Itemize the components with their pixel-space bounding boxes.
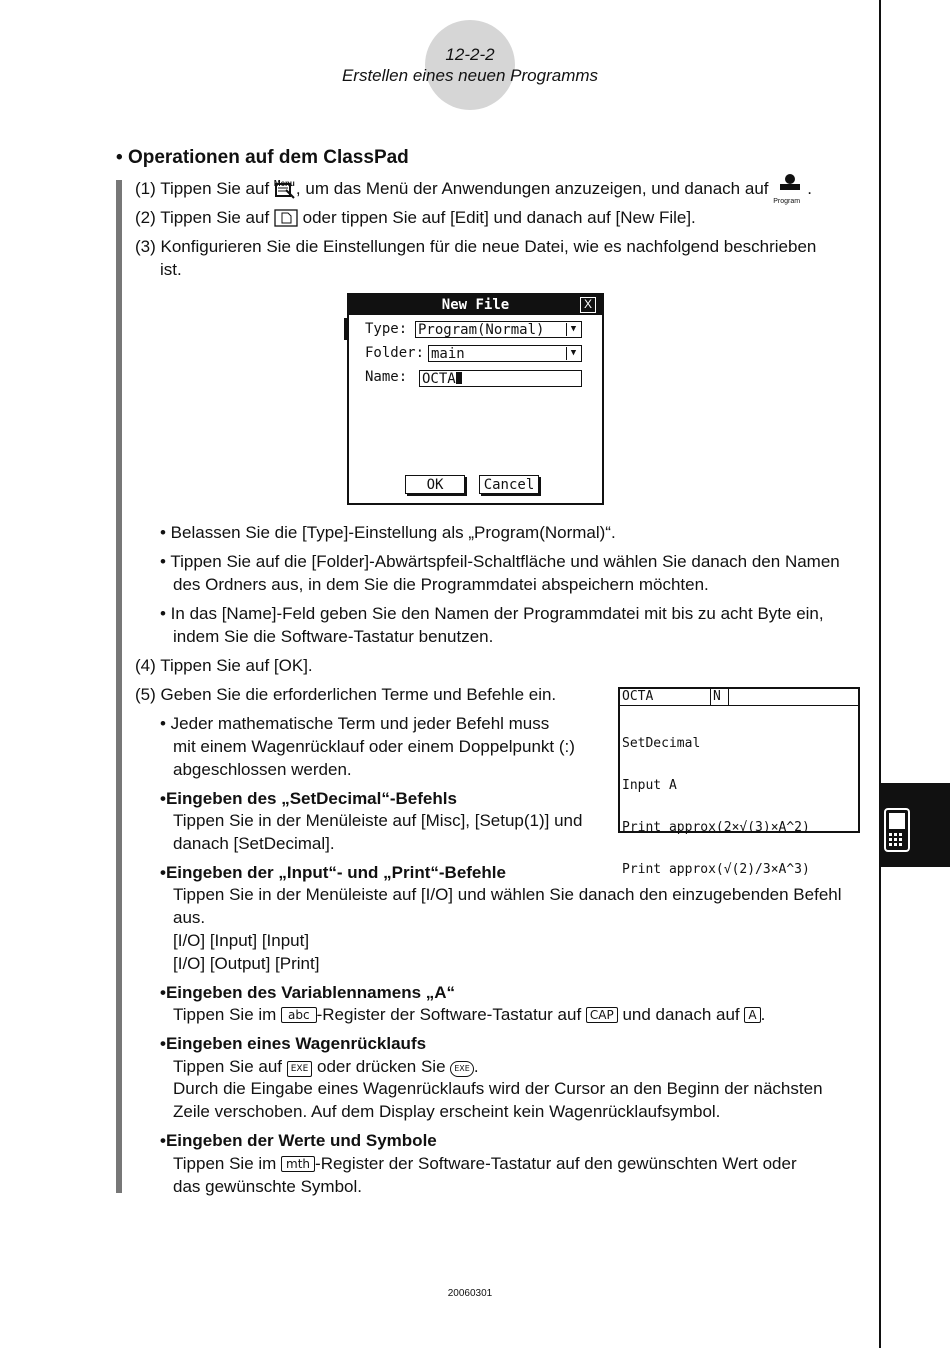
page-subtitle: Erstellen eines neuen Programms <box>341 66 599 85</box>
exe-soft-key[interactable]: EXE <box>287 1061 313 1077</box>
divider <box>728 689 729 705</box>
cancel-button[interactable]: Cancel <box>479 475 539 494</box>
bullet-name-line1: • In das [Name]-Feld geben Sie den Namen der Programmdatei mit bis zu acht Byte ein, <box>160 604 824 623</box>
folder-label: Folder: <box>365 345 425 361</box>
dialog-title: New File <box>349 295 602 315</box>
chevron-down-icon[interactable]: ▼ <box>566 347 580 360</box>
variable-heading: •Eingeben des Variablennamens „A“ <box>160 983 456 1002</box>
values-line2: das gewünschte Symbol. <box>173 1177 362 1196</box>
step-3-line1: (3) Konfigurieren Sie die Einstellungen für die neue Datei, wie es nachfolgend beschrieben <box>135 237 817 256</box>
a-key[interactable]: A <box>744 1007 760 1023</box>
bullet-term-line1: • Jeder mathematische Term und jeder Befehl muss <box>160 714 550 733</box>
calculator-icon <box>881 783 950 867</box>
program-status-bar <box>620 689 858 706</box>
step-5: (5) Geben Sie die erforderlichen Terme und Befehle ein. <box>135 685 557 704</box>
step-2: (2) Tippen Sie auf oder tippen Sie auf [Edit] und danach auf [New File]. <box>135 208 696 227</box>
page-number: 12-2-2 <box>445 45 495 64</box>
cap-key[interactable]: CAP <box>586 1007 618 1023</box>
new-file-icon[interactable] <box>274 209 298 229</box>
bullet-name-line2: indem Sie die Software-Tastatur benutzen. <box>173 627 494 646</box>
section-heading: • Operationen auf dem ClassPad <box>116 147 409 168</box>
io-line4: [I/O] [Output] [Print] <box>173 954 320 973</box>
program-icon[interactable]: Program <box>773 178 807 198</box>
name-label: Name: <box>365 369 408 385</box>
step-4: (4) Tippen Sie auf [OK]. <box>135 656 313 675</box>
step-1: (1) Tippen Sie auf Menu , um das Menü der Anwendungen anzuzeigen, und danach auf Program . <box>135 177 812 200</box>
carriage-return-line1: Tippen Sie auf EXE oder drücken Sie EXE . <box>173 1057 479 1076</box>
bullet-folder-line1: • Tippen Sie auf die [Folder]-Abwärtspfeil-Schaltfläche und wählen Sie danach den Namen <box>160 552 840 571</box>
values-heading: •Eingeben der Werte und Symbole <box>160 1131 437 1150</box>
carriage-return-line3: Zeile verschoben. Auf dem Display erscheint kein Wagenrücklaufsymbol. <box>173 1102 721 1121</box>
name-input[interactable]: OCTA <box>419 370 582 387</box>
page-number-circle <box>425 20 515 110</box>
text-cursor <box>456 372 462 384</box>
mth-tab-key[interactable]: mth <box>281 1156 315 1172</box>
exe-hard-key[interactable]: EXE <box>450 1061 474 1077</box>
bullet-term-line2: mit einem Wagenrücklauf oder einem Doppelpunkt (:) <box>173 737 575 756</box>
menu-icon[interactable]: Menu <box>274 178 296 198</box>
step-3-line2: ist. <box>160 260 182 279</box>
abc-tab-key[interactable]: abc <box>281 1007 317 1023</box>
chapter-tab <box>881 783 950 867</box>
values-line1: Tippen Sie im mth -Register der Software-Tastatur auf den gewünschten Wert oder <box>173 1154 797 1173</box>
carriage-return-heading: •Eingeben eines Wagenrücklaufs <box>160 1034 427 1053</box>
io-heading: •Eingeben der „Input“- und „Print“-Befehle <box>160 863 506 882</box>
program-code[interactable]: SetDecimal Input A Print approx(2×√(3)×A^2) Print approx(√(2)/3×A^3) <box>622 736 810 877</box>
type-label: Type: <box>365 321 408 337</box>
chevron-down-icon[interactable]: ▼ <box>566 323 580 336</box>
bullet-folder-line2: des Ordners aus, in dem Sie die Programmdatei abspeichern möchten. <box>173 575 709 594</box>
program-mode: N <box>713 689 721 704</box>
io-line1: Tippen Sie in der Menüleiste auf [I/O] und wählen Sie danach den einzugebenden Befehl <box>173 885 842 904</box>
carriage-return-line2: Durch die Eingabe eines Wagenrücklaufs wird der Cursor an den Beginn der nächsten <box>173 1079 823 1098</box>
bullet: • <box>116 147 128 168</box>
program-name: OCTA <box>622 689 654 704</box>
type-dropdown[interactable]: Program(Normal) ▼ <box>415 321 582 338</box>
setdecimal-line2: danach [SetDecimal]. <box>173 834 335 853</box>
divider <box>710 689 711 705</box>
bullet-term-line3: abgeschlossen werden. <box>173 760 352 779</box>
folder-dropdown[interactable]: main ▼ <box>428 345 582 362</box>
setdecimal-line1: Tippen Sie in der Menüleiste auf [Misc], [Setup(1)] und <box>173 811 583 830</box>
setdecimal-heading: •Eingeben des „SetDecimal“-Befehls <box>160 789 457 808</box>
footer-code: 20060301 <box>447 1288 493 1299</box>
program-editor-screen <box>618 687 860 877</box>
bullet-type: • Belassen Sie die [Type]-Einstellung als „Program(Normal)“. <box>160 523 616 542</box>
section-bar <box>116 180 122 1193</box>
io-line2: aus. <box>173 908 206 927</box>
io-line3: [I/O] [Input] [Input] <box>173 931 310 950</box>
close-icon[interactable]: X <box>580 297 596 313</box>
page-edge-line <box>879 0 881 1348</box>
variable-line1: Tippen Sie im abc -Register der Software-Tastatur auf CAP und danach auf A . <box>173 1005 766 1024</box>
ok-button[interactable]: OK <box>405 475 465 494</box>
new-file-dialog <box>347 293 604 505</box>
